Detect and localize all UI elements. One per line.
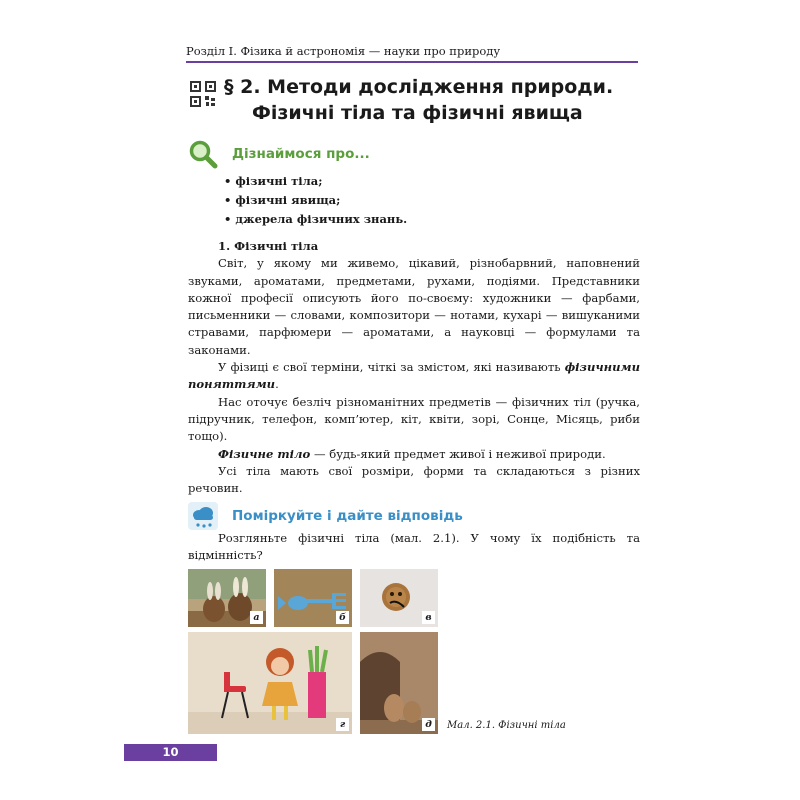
section-title-line2: Фізичні тіла та фізичні явища bbox=[252, 102, 583, 124]
photo-bunny-figurines bbox=[188, 569, 266, 627]
photo-label: в bbox=[422, 611, 435, 624]
figure-caption: Мал. 2.1. Фізичні тіла bbox=[447, 720, 566, 731]
header-divider bbox=[186, 61, 638, 63]
learn-list bbox=[224, 172, 407, 229]
paragraph: Усі тіла мають свої розміри, форми та складаються з різних речовин. bbox=[188, 463, 640, 496]
paragraph: Світ, у якому ми живемо, цікавий, різнобарвний, наповнений звуками, ароматами, предметами, рухами, подіями. Представники кожної професії описують його по-своєму: художники — фарбами, письменники — словами, композитори — нотами, кухарі — вишуканими стравами, парфюмери — ароматами, а науковці — формулами та законами. bbox=[188, 256, 640, 357]
photo-blue-fish-fork bbox=[274, 569, 352, 627]
paragraph: У фізиці є свої терміни, чіткі за змістом, які називають фізичними поняттями. bbox=[188, 360, 640, 392]
running-header: Розділ I. Фізика й астрономія — науки про природу bbox=[186, 44, 501, 58]
photo-label: б bbox=[336, 611, 349, 624]
magnifier-icon bbox=[188, 139, 218, 169]
photo-label: г bbox=[336, 718, 349, 731]
page-number: 10 bbox=[162, 745, 179, 759]
photo-clay-pots bbox=[360, 632, 438, 734]
think-heading: Поміркуйте і дайте відповідь bbox=[232, 508, 463, 524]
term-physical-concepts: фізичними поняттями bbox=[188, 360, 640, 392]
section-title bbox=[224, 74, 654, 126]
photo-label: а bbox=[250, 611, 263, 624]
qr-code-icon bbox=[190, 81, 216, 107]
photo-doll-chair-vase bbox=[188, 632, 352, 734]
list-item: • джерела фізичних знань. bbox=[224, 210, 407, 229]
question-text: Розгляньте фізичні тіла (мал. 2.1). У чому їх подібність та відмінність? bbox=[188, 531, 640, 563]
list-item: • фізичні явища; bbox=[224, 191, 407, 210]
learn-heading: Дізнаймося про... bbox=[232, 146, 370, 162]
section-title-line1: § 2. Методи дослідження природи. bbox=[224, 76, 614, 98]
term-physical-body: Фізичне тіло bbox=[218, 446, 311, 461]
cloud-rain-icon bbox=[188, 502, 218, 530]
photo-label: д bbox=[422, 718, 435, 731]
list-item: • фізичні тіла; bbox=[224, 172, 407, 191]
photo-wooden-button bbox=[360, 569, 438, 627]
paragraph: Фізичне тіло — будь-який предмет живої і неживої природи. bbox=[218, 446, 606, 461]
body-text bbox=[188, 238, 640, 497]
paragraph: Нас оточує безліч різноманітних предметів — фізичних тіл (ручка, підручник, телефон, комп’ютер, кіт, квіти, зорі, Сонце, Місяць, риби тощо). bbox=[188, 394, 640, 444]
subsection-heading: 1. Фізичні тіла bbox=[218, 239, 319, 253]
